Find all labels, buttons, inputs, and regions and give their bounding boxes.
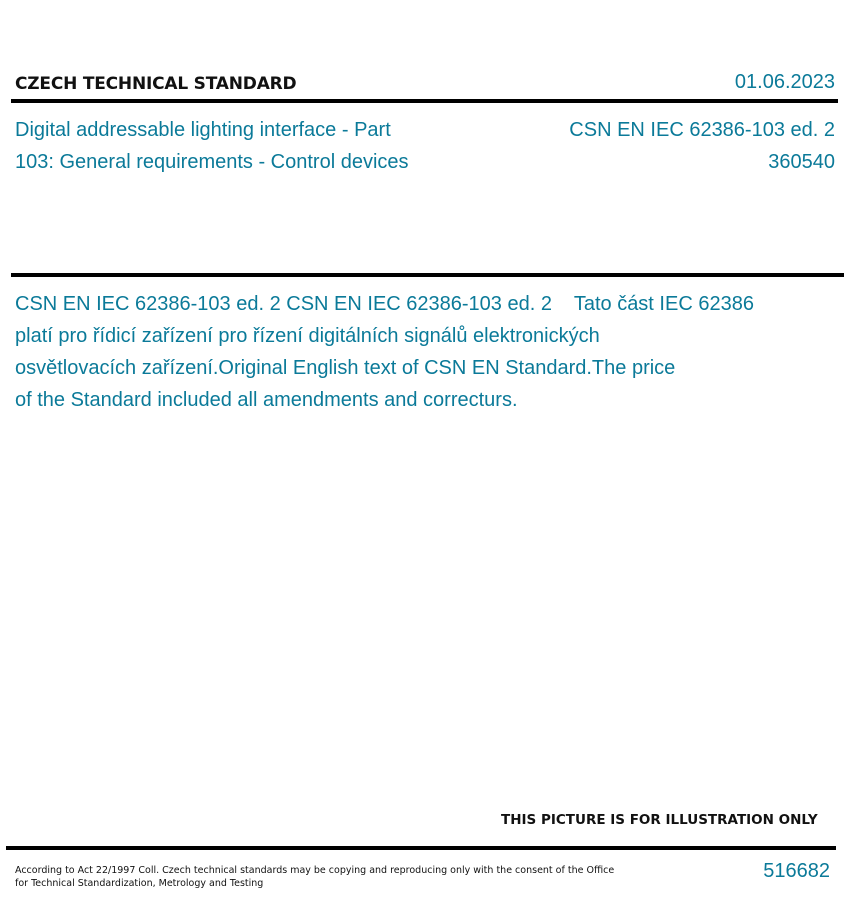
publication-date: 01.06.2023 — [734, 71, 835, 93]
standard-description — [15, 288, 835, 416]
description-line-1: CSN EN IEC 62386-103 ed. 2 CSN EN IEC 62386-103 ed. 2 Tato část IEC 62386 — [15, 293, 754, 315]
standard-title-line-1: Digital addressable lighting interface - Part — [15, 119, 391, 141]
description-line-2: platí pro řídicí zařízení pro řízení digitálních signálů elektronických — [15, 325, 600, 347]
legal-notice-line-1: According to Act 22/1997 Coll. Czech technical standards may be copying and reproducing only with the consent of the Office — [15, 865, 615, 876]
middle-divider — [11, 273, 844, 277]
document-heading: CZECH TECHNICAL STANDARD — [15, 74, 297, 94]
document-number: 516682 — [763, 860, 830, 882]
legal-notice — [15, 864, 615, 890]
legal-notice-line-2: for Technical Standardization, Metrology and Testing — [15, 878, 264, 889]
top-divider — [11, 99, 838, 103]
description-line-4: of the Standard included all amendments and correcturs. — [15, 389, 518, 411]
description-line-3: osvětlovacích zařízení.Original English text of CSN EN Standard.The price — [15, 357, 676, 379]
catalog-number: 360540 — [768, 151, 835, 173]
bottom-divider — [6, 846, 836, 850]
standard-title — [15, 114, 485, 178]
illustration-notice: THIS PICTURE IS FOR ILLUSTRATION ONLY — [501, 812, 818, 828]
standard-code: CSN EN IEC 62386-103 ed. 2 — [569, 119, 835, 141]
standard-title-line-2: 103: General requirements - Control devices — [15, 151, 409, 173]
standard-identifier — [569, 114, 835, 178]
